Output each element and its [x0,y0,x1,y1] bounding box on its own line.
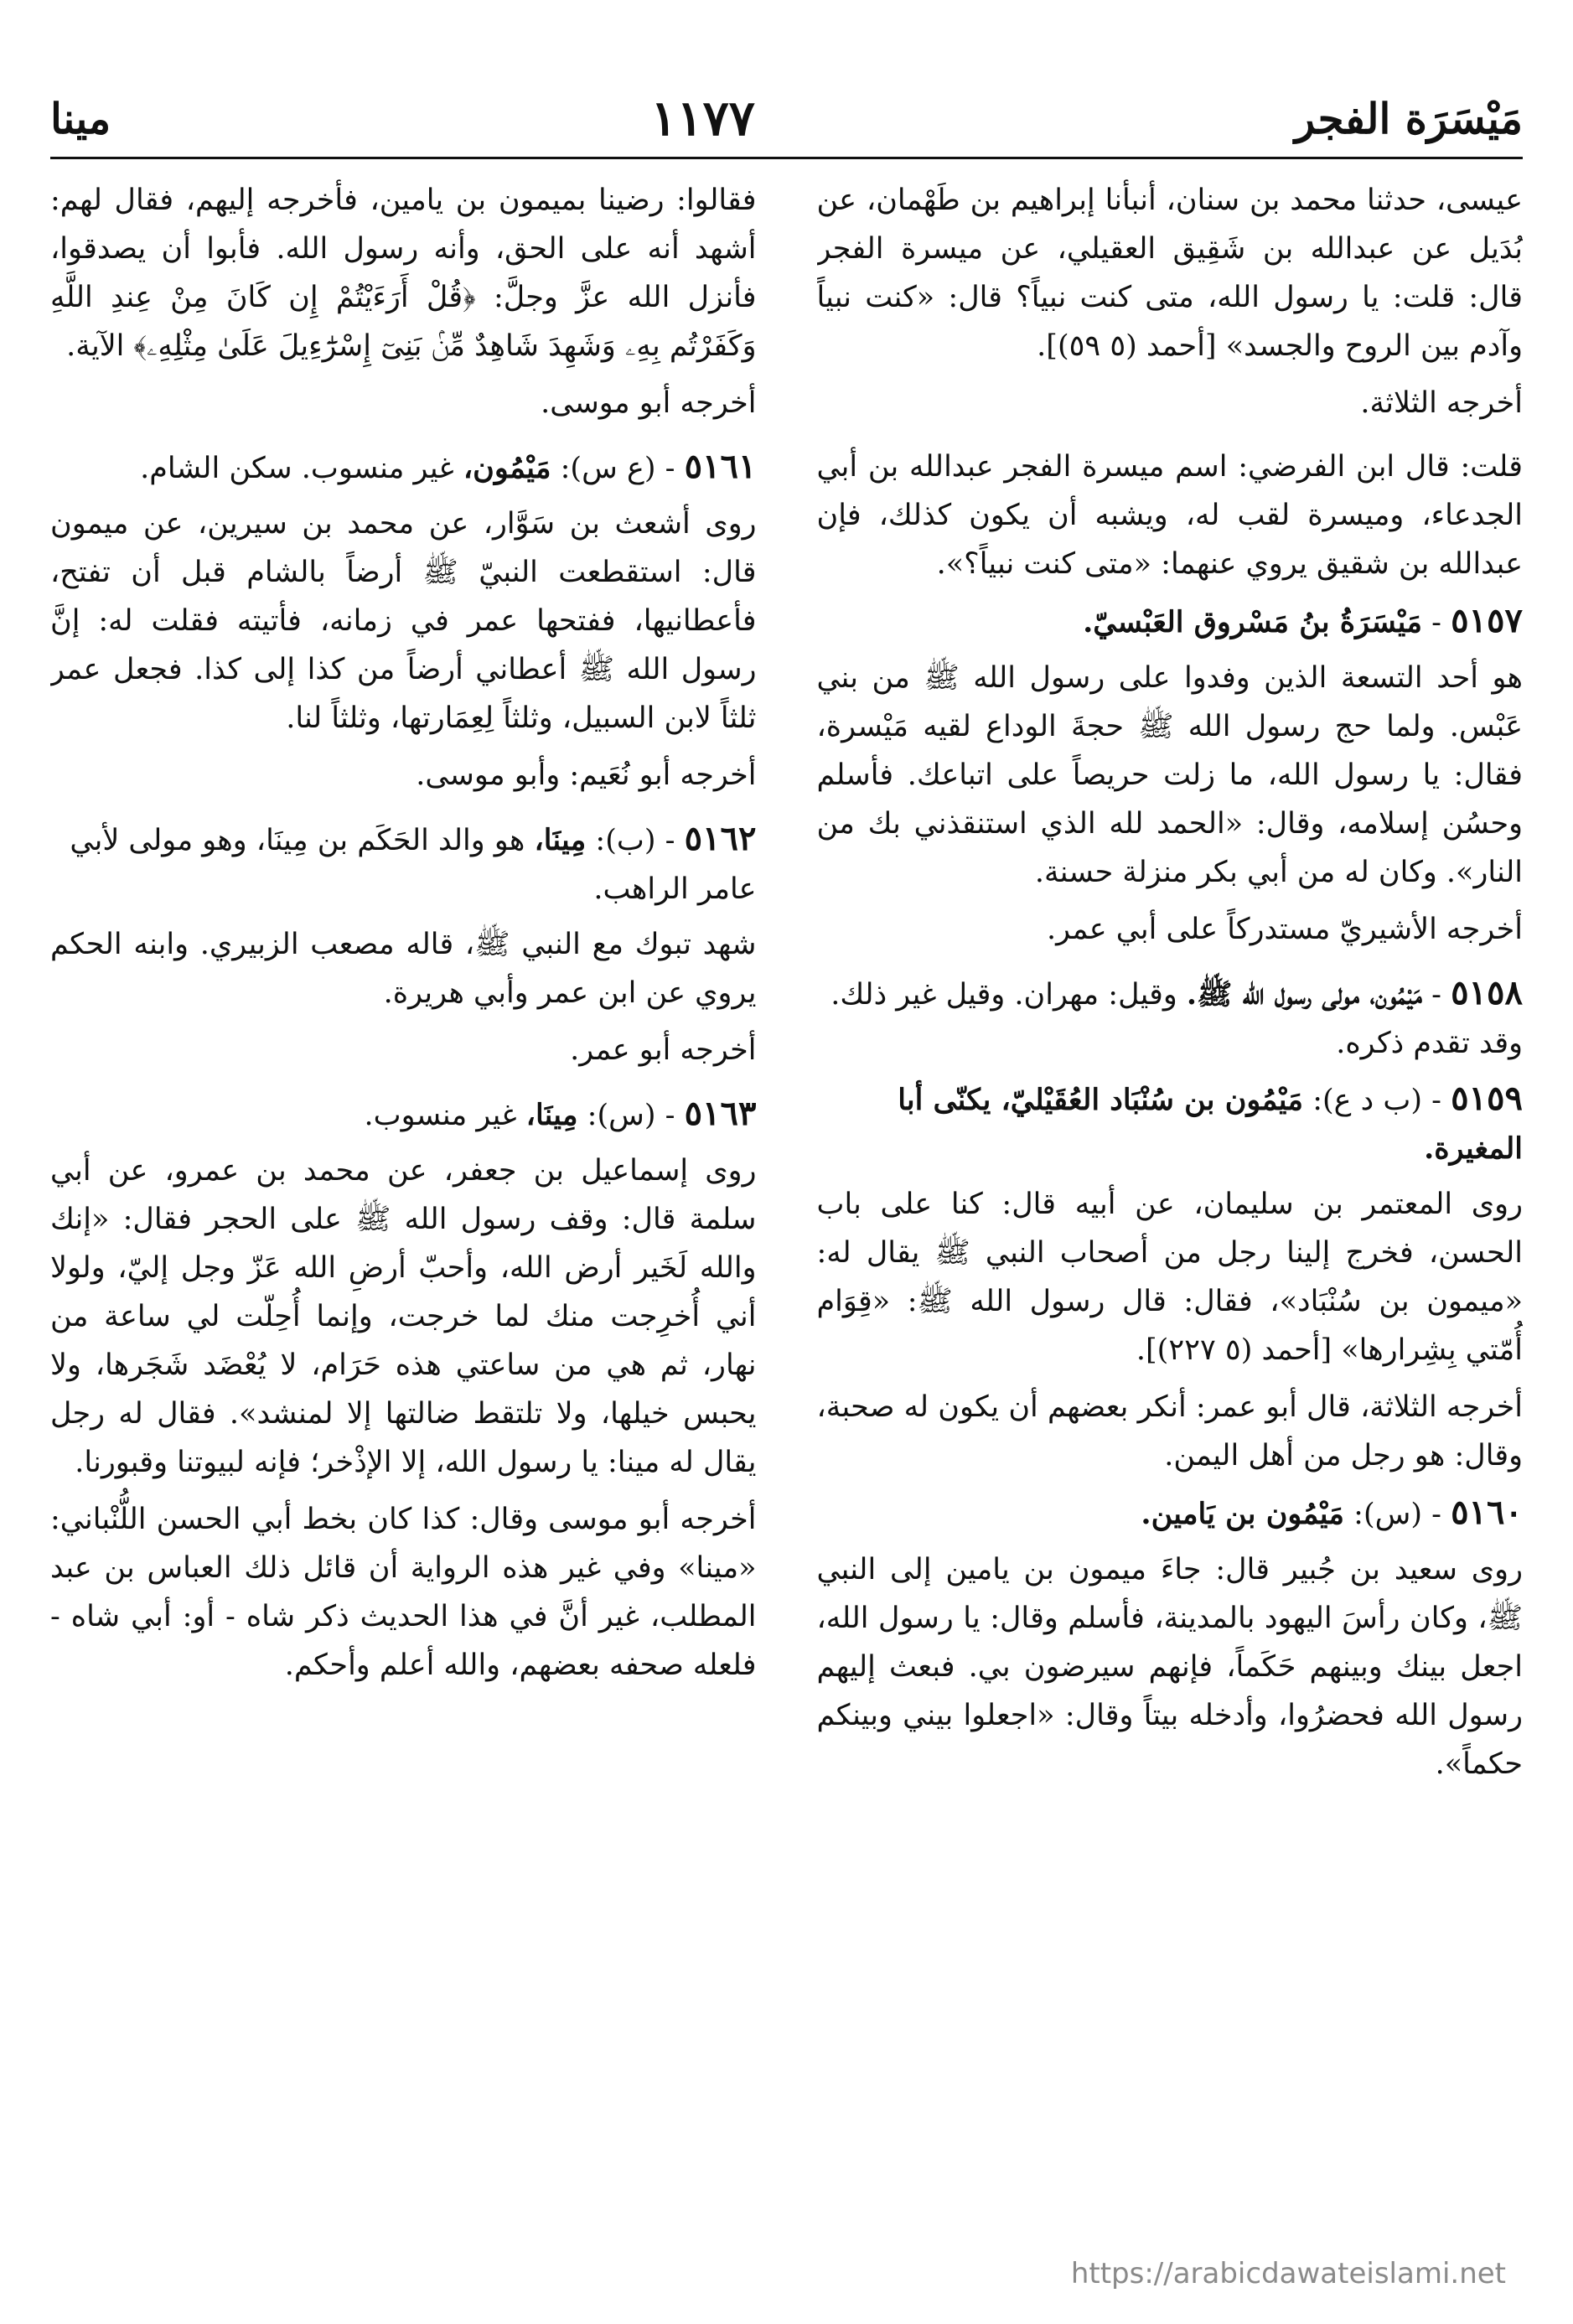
entry-name: مَيْسَرَةُ بنُ مَسْروق العَبْسيّ. [1083,605,1422,639]
left-column [50,176,757,2223]
page-number: ١١٧٧ [650,90,755,147]
body-paragraph: روى المعتمر بن سليمان، عن أبيه قال: كنا على باب الحسن، فخرج إلينا رجل من أصحاب النبي ﷺ يقال له: «ميمون بن سُنْبَاد»، فقال: قال رسول الله ﷺ: «قِوَام أُمّتي بِشِرارها» [أحمد (٥ ٢٢٧)]. [816,1188,1523,1367]
source-note: أخرجه الثلاثة. [1360,386,1523,420]
entry-name: مَيْمُون، [463,451,551,485]
source-note: أخرجه الأشيريّ مستدركاً على أبي عمر. [1047,913,1523,946]
source-code: (ع س): [560,452,656,485]
entry-range-title: مينا [50,93,111,143]
body-paragraph: روى أشعث بن سَوَّار، عن محمد بن سيرين، عن ميمون قال: استقطعت النبيّ ﷺ أرضاً بالشام قبل أن تفتح، فأعطانيها، ففتحها عمر في زمانه، فأتيته فقلت له: إنَّ رسول الله ﷺ أعطاني أرضاً من كذا إلى كذا. فجعل عمر ثلثاً لابن السبيل، وثلثاً لِعِمَارتها، وثلثاً لنا. [50,507,757,735]
entry-note: غير منسوب. سكن الشام. [140,452,463,485]
source-code: (ب): [595,824,656,857]
source-note: أخرجه أبو موسى. [541,386,757,420]
text-columns [50,176,1523,2223]
entry-name: مَيْمُون، مولى رسول الله ﷺ. [1186,977,1422,1012]
entry-heading: ٥١٦٣ - (س): مِينَا، غير منسوب. [364,1094,757,1133]
body-paragraph: روى إسماعيل بن جعفر، عن محمد بن عمرو، عن أبي سلمة قال: وقف رسول الله ﷺ على الحجر فقال: «إنك والله لَخَير أرض الله، وأحبّ أرضِ الله عَزّ وجل إليّ، ولولا أني أُخرِجت منك لما خرجت، وإنما أُحِلّت لي ساعة من نهار، ثم هي من ساعتي هذه حَرَام، لا يُعْضَد شَجَرها، ولا يحبس خيلها، ولا تلتقط ضالتها إلا لمنشد». فقال له رجل يقال له مينا: يا رسول الله، إلا الإذْخر؛ فإنه لبيوتنا وقبورنا. [50,1154,757,1479]
entry-note: وقيل: مهران. وقيل غير ذلك. وقد تقدم ذكره. [830,978,1523,1060]
body-paragraph: روى سعيد بن جُبير قال: جاءَ ميمون بن يامين إلى النبي ﷺ، وكان رأسَ اليهود بالمدينة، فأسلم وقال: يا رسول الله، اجعل بينك وبينهم حَكَماً، فإنهم سيرضون بي. فبعث إليهم رسول الله فحضرُوا، وأدخله بيتاً وقال: «اجعلوا بيني وبينكم حكماً». [816,1553,1523,1781]
body-paragraph: قلت: قال ابن الفرضي: اسم ميسرة الفجر عبدالله بن أبي الجدعاء، وميسرة لقب له، ويشبه أن يكون كذلك، فإن عبدالله بن شقيق يروي عنهما: «متى كنت نبياً؟». [816,450,1523,581]
entry-name: مِينَا، [525,1098,578,1132]
body-paragraph: هو أحد التسعة الذين وفدوا على رسول الله ﷺ من بني عَبْس. ولما حج رسول الله ﷺ حجةَ الوداع لقيه مَيْسرة، فقال: يا رسول الله، ما زلت حريصاً على اتباعك. فأسلم وحسُن إسلامه، وقال: «الحمد لله الذي استنقذني بك من النار». وكان له من أبي بكر منزلة حسنة. [816,661,1523,889]
entry-note: غير منسوب. [364,1099,526,1132]
entry-note: هو والد الحَكَم بن مِينَا، وهو مولى لأبي عامر الراهب. [70,824,757,906]
body-paragraph: شهد تبوك مع النبي ﷺ، قاله مصعب الزبيري. وابنه الحكم يروي عن ابن عمر وأبي هريرة. [50,928,757,1010]
entry-heading: ٥١٥٩ - (ب د ع): مَيْمُون بن سُنْبَاد العُقَيْليّ، يكنّى أبا المغيرة. [898,1079,1523,1166]
entry-heading: ٥١٦٢ - (ب): مِينَا، هو والد الحَكَم بن مِينَا، وهو مولى لأبي عامر الراهب. [70,819,757,906]
running-title: مَيْسَرَة الفجر [1295,93,1523,143]
entry-heading: ٥١٥٧ - مَيْسَرَةُ بنُ مَسْروق العَبْسيّ. [1083,601,1523,640]
source-note: أخرجه أبو عمر. [570,1033,757,1067]
entry-number: ٥١٥٩ [1451,1079,1523,1118]
entry-heading: ٥١٦٠ - (س): مَيْمُون بن يَامين. [1141,1493,1523,1532]
body-paragraph: أخرجه الثلاثة، قال أبو عمر: أنكر بعضهم أن يكون له صحبة، وقال: هو رجل من أهل اليمن. [816,1390,1523,1473]
entry-name: مِينَا، [534,823,587,857]
source-note: أخرجه أبو نُعَيم: وأبو موسى. [416,758,757,792]
right-column [817,176,1524,2223]
source-code: (س): [1353,1498,1422,1531]
source-code: (ب د ع): [1312,1084,1422,1117]
entry-number: ٥١٦٣ [684,1094,757,1133]
entry-number: ٥١٦١ [684,447,757,486]
page-header [50,80,1523,159]
body-paragraph: أخرجه أبو موسى وقال: كذا كان بخط أبي الحسن اللُّنْباني: «مينا» وفي غير هذه الرواية أن قائل ذلك العباس بن عبد المطلب، غير أنَّ في هذا الحديث ذكر شاه - أو: أبي شاه - فلعله صحفه بعضهم، والله أعلم وأحكم. [50,1503,757,1682]
entry-number: ٥١٦٢ [684,819,757,858]
entry-number: ٥١٥٧ [1451,601,1523,640]
body-paragraph: عيسى، حدثنا محمد بن سنان، أنبأنا إبراهيم بن طَهْمان، عن بُدَيل عن عبدالله بن شَقِيق العقيلي، عن ميسرة الفجر قال: قلت: يا رسول الله، متى كنت نبياً؟ قال: «كنت نبياً وآدم بين الروح والجسد» [أحمد (٥ ٥٩)]. [816,184,1523,363]
watermark-url: https://arabicdawateislami.net [1070,2257,1506,2290]
entry-name: مَيْمُون بن سُنْبَاد العُقَيْليّ، يكنّى أبا المغيرة. [898,1083,1523,1166]
entry-heading: ٥١٦١ - (ع س): مَيْمُون، غير منسوب. سكن الشام. [140,447,757,486]
entry-number: ٥١٥٨ [1451,973,1523,1012]
source-code: (س): [587,1099,656,1132]
body-paragraph: فقالوا: رضينا بميمون بن يامين، فأخرجه إليهم، فقال لهم: أشهد أنه على الحق، وأنه رسول الله. فأبوا أن يصدقوا، فأنزل الله عزَّ وجلَّ: ﴿قُلْ أَرَءَيْتُمْ إِن كَانَ مِنْ عِندِ اللَّهِ وَكَفَرْتُم بِهِۦ وَشَهِدَ شَاهِدٌ مِّنۢ بَنِىٓ إِسْرَٰٓءِيلَ عَلَىٰ مِثْلِهِۦ﴾ الآية. [50,184,757,363]
entry-number: ٥١٦٠ [1451,1493,1523,1532]
entry-name: مَيْمُون بن يَامين. [1141,1497,1345,1531]
entry-heading: ٥١٥٨ - مَيْمُون، مولى رسول الله ﷺ. وقيل: مهران. وقيل غير ذلك. وقد تقدم ذكره. [830,973,1523,1060]
